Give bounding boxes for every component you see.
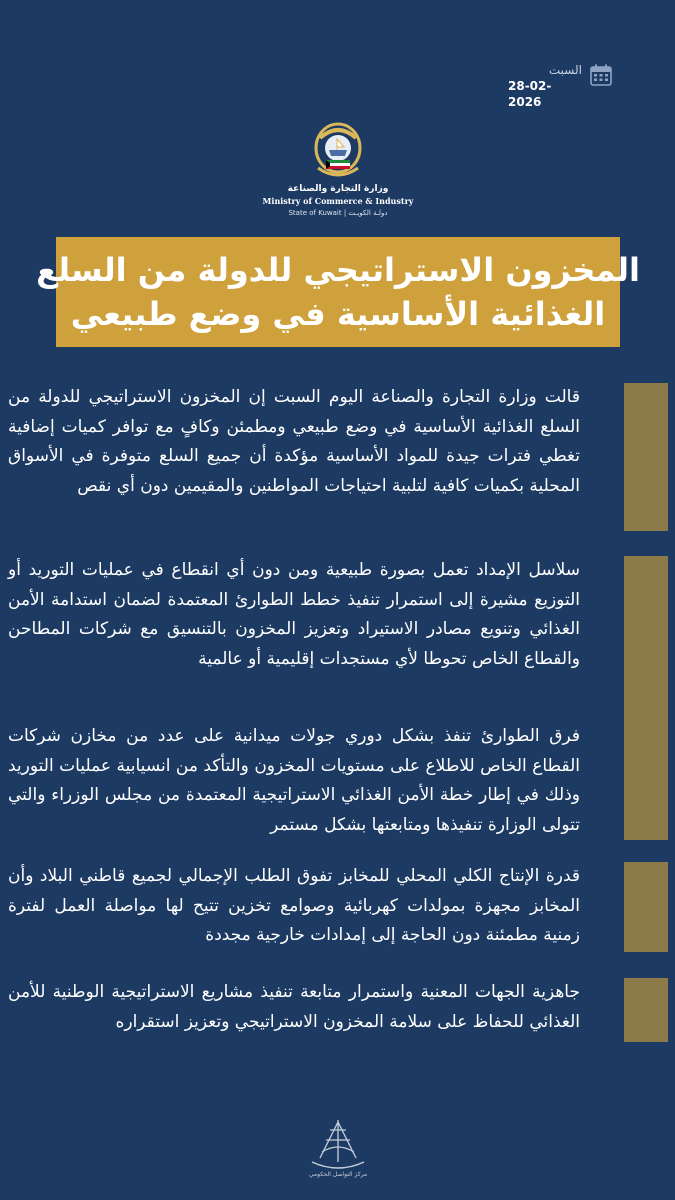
paragraph-5 — [8, 978, 668, 1042]
government-communication-logo-icon — [302, 1112, 374, 1184]
ministry-state-line: State of Kuwait | دولـة الكويـت — [288, 209, 388, 217]
paragraph-2 — [8, 556, 668, 736]
paragraph-4 — [8, 862, 668, 952]
paragraph-3-text: فرق الطوارئ تنفذ بشكل دوري جولات ميدانية على عدد من مخازن شركات القطاع الخاص للاطلاع على مستويات المخزون والتأكد من انسيابية عمليات التوريد وذلك في إطار خطة الأمن الغذائي الاستراتيجية المعتمدة من مجلس الوزراء والتي تتولى الوزارة تنفيذها ومتابعتها بشكل مستمر — [8, 726, 580, 835]
headline-line-2: الغذائية الأساسية في وضع طبيعي — [70, 295, 606, 333]
paragraph-5-text: جاهزية الجهات المعنية واستمرار متابعة تنفيذ مشاريع الاستراتيجية الوطنية للأمن الغذائي للحفاظ على سلامة المخزون الاستراتيجي وتعزيز استقراره — [8, 982, 580, 1032]
headline-line-1: المخزون الاستراتيجي للدولة من السلع — [36, 251, 640, 289]
ministry-english-name: Ministry of Commerce & Industry — [262, 196, 414, 206]
date-day: السبت — [548, 63, 582, 77]
paragraph-3 — [8, 722, 668, 840]
calendar-icon — [590, 64, 612, 86]
paragraph-1-text: قالت وزارة التجارة والصناعة اليوم السبت إن المخزون الاستراتيجي للدولة من السلع الغذائية الأساسية في وضع طبيعي ومطمئن وكافٍ مع توافر كميات إضافية تغطي فترات جيدة للمواد الأساسية مؤكدة أن جميع السلع متوفرة في الأسواق المحلية بكميات كافية لتلبية احتياجات المواطنين والمقيمين دون أي نقص — [8, 387, 580, 496]
headline-box — [36, 237, 640, 347]
paragraph-2-text: سلاسل الإمداد تعمل بصورة طبيعية ومن دون أي انقطاع في عمليات التوريد أو التوزيع مشيرة إلى استمرار تنفيذ خطط الطوارئ المعتمدة لضمان استدامة الأمن الغذائي وتنويع مصادر الاستيراد وتعزيز المخزون بالتنسيق مع شركات المطاحن والقطاع الخاص تحوطا لأي مستجدات إقليمية أو عالمية — [8, 560, 580, 669]
ministry-name — [250, 183, 426, 219]
footer-caption: مركز التواصل الحكومي — [308, 1171, 368, 1178]
date-block — [508, 62, 618, 109]
date-text — [508, 62, 582, 110]
paragraph-4-text: قدرة الإنتاج الكلي المحلي للمخابز تفوق الطلب الإجمالي لجميع قاطني البلاد وأن المخابز مجهزة بمولدات كهربائية وصوامع تخزين تتيح لها مواصلة العمل لفترة زمنية مطمئنة دون الحاجة إلى إمدادات خارجية مجددة — [8, 866, 580, 945]
kuwait-emblem-icon — [312, 120, 364, 182]
paragraph-1 — [8, 383, 668, 531]
ministry-arabic-name: وزارة التجارة والصناعة — [287, 184, 389, 194]
date-value: 28-02-2026 — [508, 79, 552, 109]
